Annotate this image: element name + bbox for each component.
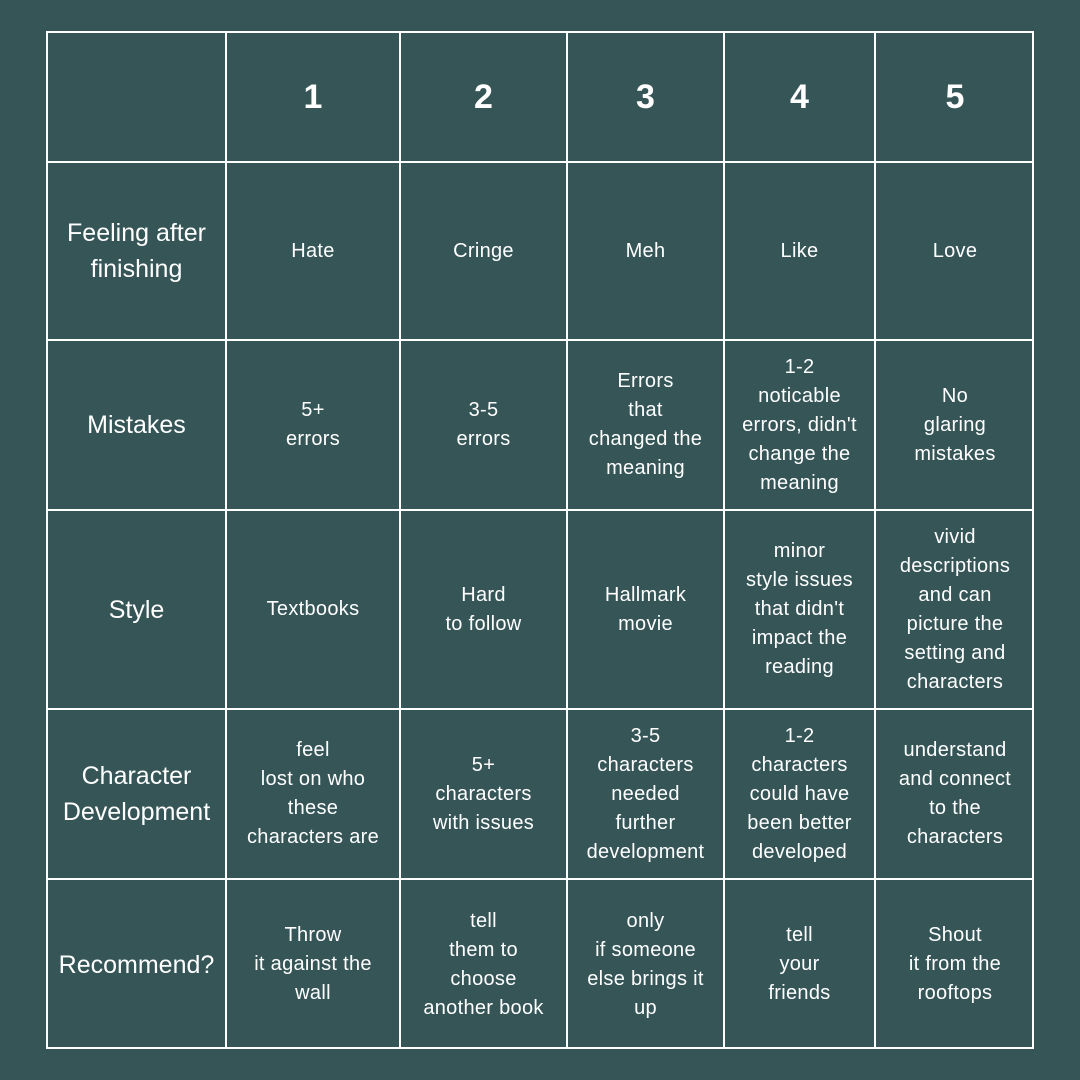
row-label-character-development: Character Development	[48, 710, 227, 880]
row-label-feeling: Feeling after finishing	[48, 163, 227, 341]
table-cell: Hate	[227, 163, 401, 341]
rubric-table	[46, 31, 1034, 1049]
table-cell: Like	[725, 163, 876, 341]
table-cell: Meh	[568, 163, 725, 341]
table-cell: 5+ characters with issues	[401, 710, 568, 880]
table-cell: 3-5 errors	[401, 341, 568, 511]
table-cell: 1-2 noticable errors, didn't change the meaning	[725, 341, 876, 511]
row-label-mistakes: Mistakes	[48, 341, 227, 511]
table-cell: 5+ errors	[227, 341, 401, 511]
corner-cell	[48, 33, 227, 163]
row-label-recommend: Recommend?	[48, 880, 227, 1049]
column-header-2: 2	[401, 33, 568, 163]
table-cell: No glaring mistakes	[876, 341, 1034, 511]
table-cell: tell your friends	[725, 880, 876, 1049]
column-header-4: 4	[725, 33, 876, 163]
table-cell: Shout it from the rooftops	[908, 924, 1002, 1004]
column-header-1: 1	[227, 33, 401, 163]
table-cell: tell them to choose another book	[401, 880, 568, 1049]
table-cell: Hallmark movie	[568, 511, 725, 710]
table-cell: Love	[876, 163, 1034, 341]
table-cell: Cringe	[401, 163, 568, 341]
table-cell: Hard to follow	[401, 511, 568, 710]
table-cell: 1-2 characters could have been better developed	[725, 710, 876, 880]
table-cell: Errors that changed the meaning	[568, 341, 725, 511]
table-cell: vivid descriptions and can picture the setting and characters	[876, 511, 1034, 710]
table-cell: only if someone else brings it up	[568, 880, 725, 1049]
table-cell: 3-5 characters needed further development	[568, 710, 725, 880]
column-header-5: 5	[876, 33, 1034, 163]
table-cell: understand and connect to the characters	[876, 710, 1034, 880]
row-label-style: Style	[48, 511, 227, 710]
table-cell: Throw it against the wall	[227, 880, 401, 1049]
table-cell: feel lost on who these characters are	[227, 710, 401, 880]
column-header-3: 3	[568, 33, 725, 163]
table-cell: minor style issues that didn't impact the reading	[725, 511, 876, 710]
table-cell: Textbooks	[227, 511, 401, 710]
